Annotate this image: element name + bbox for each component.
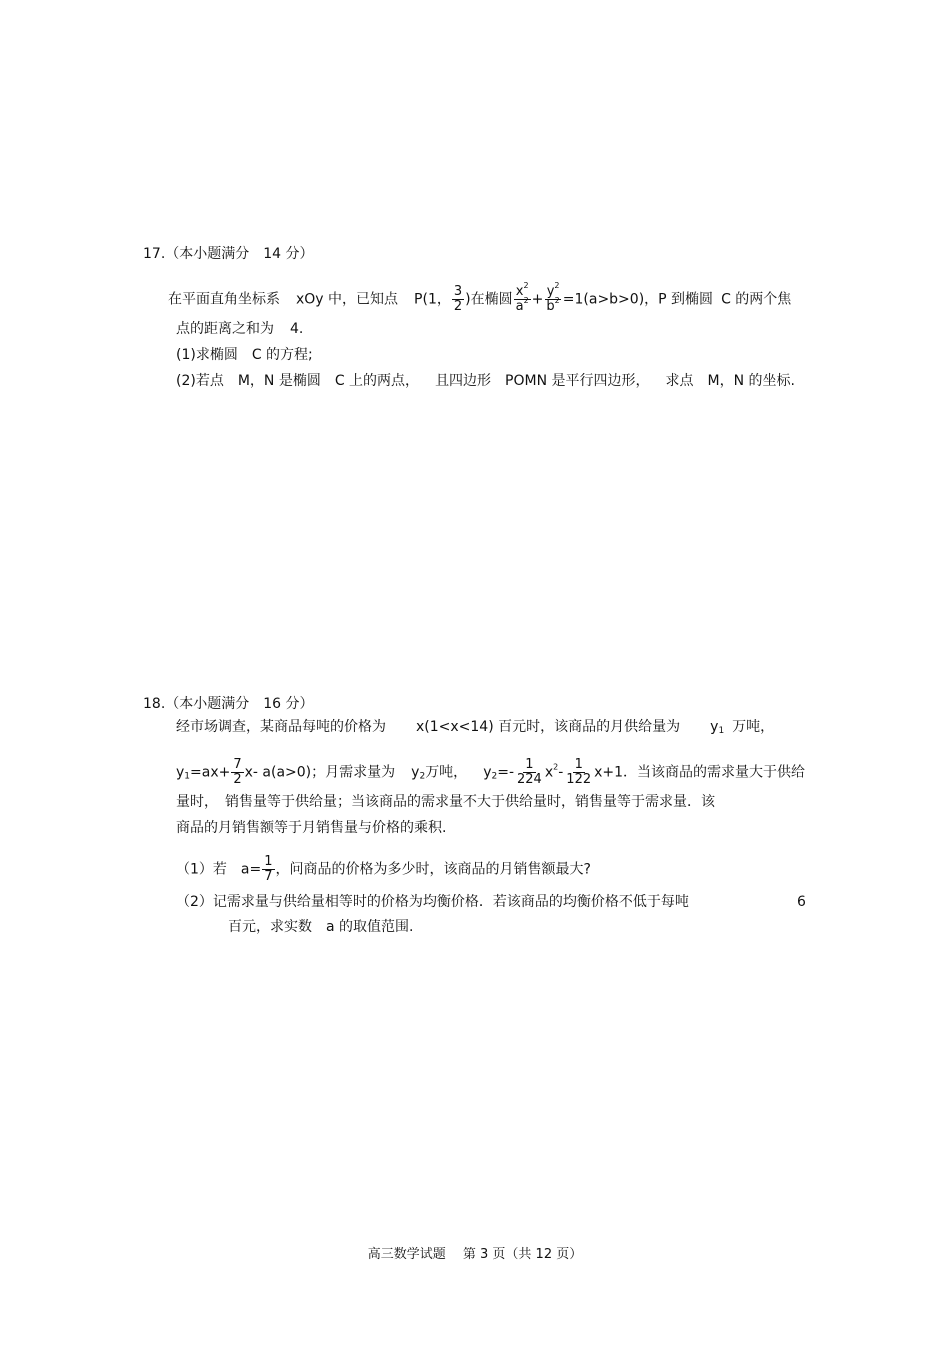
q18-line2: $y_1=ax+$ $\frac{7}{2}$ x- a(a>0)；月需求量为 $y_2$万吨， $y_2=-$ $\frac{1}{224}$ $x^2-$ $\frac{1}{122}$ x+1．当该商品的需求量大于供给 [176, 757, 806, 787]
q17-line1-c: P(1， [414, 291, 451, 308]
q17-line2: 点的距离之和为 4. [176, 321, 304, 337]
q18-line1: 经市场调查，某商品每吨的价格为 x(1<x<14) 百元时，该商品的月供给量为 $y_1$ 万吨， [176, 719, 775, 736]
q17-header: 17.（本小题满分 14 分） [143, 246, 314, 262]
q17-line1-d: )在椭圆 [465, 291, 513, 308]
q17-fraction-x: $\frac{x^2}{a^2}$ [515, 281, 529, 314]
q17-part1: (1)求椭圆 C 的方程; [176, 347, 313, 363]
q17-line1-e: =1(a>b>0)，P 到椭圆 [562, 291, 714, 308]
q18-line3: 量时， 销售量等于供给量；当该商品的需求量不大于供给量时，销售量等于需求量．该 [176, 794, 715, 810]
q18-fraction-1-7: $\frac{1}{7}$ [264, 854, 273, 884]
page-footer: 高三数学试题 第 3 页（共 12 页） [367, 1247, 583, 1262]
q18-fraction-7-2: $\frac{7}{2}$ [233, 757, 242, 787]
q17-fraction-p: $\frac{3}{2}$ [453, 284, 463, 314]
q17-fraction-y: $\frac{y^2}{b^2}$ [546, 281, 560, 314]
q18-fraction-1-122: $\frac{1}{122}$ [566, 757, 592, 787]
q18-header: 18.（本小题满分 16 分） [143, 696, 314, 712]
q17-line1: 在平面直角坐标系 xOy 中，已知点 P(1， $\frac{3}{2}$ )在椭圆 $\frac{x^2}{a^2}$ + $\frac{y^2}{b^2}$ =1(a>b>0)，P 到椭圆 C 的两个焦 [168, 281, 792, 314]
q18-fraction-1-224: $\frac{1}{224}$ [517, 757, 542, 787]
q18-part2-number: 6 [797, 894, 806, 910]
q18-part1: （1）若 a= $\frac{1}{7}$ ，问商品的价格为多少时，该商品的月销售额最大? [176, 854, 591, 884]
q17-line1-f: C 的两个焦 [721, 291, 792, 308]
q18-part2-line2: 百元，求实数 a 的取值范围. [228, 919, 414, 935]
q17-line1-a: 在平面直角坐标系 [168, 291, 280, 308]
q17-line1-b: xOy 中，已知点 [296, 291, 399, 308]
q18-line4: 商品的月销售额等于月销售量与价格的乘积. [176, 820, 447, 836]
q17-part2: (2)若点 M，N 是椭圆 C 上的两点， 且四边形 POMN 是平行四边形， 求点 M，N 的坐标. [176, 373, 795, 389]
q18-part2-line1: （2）记需求量与供给量相等时的价格为均衡价格．若该商品的均衡价格不低于每吨 [176, 894, 689, 910]
